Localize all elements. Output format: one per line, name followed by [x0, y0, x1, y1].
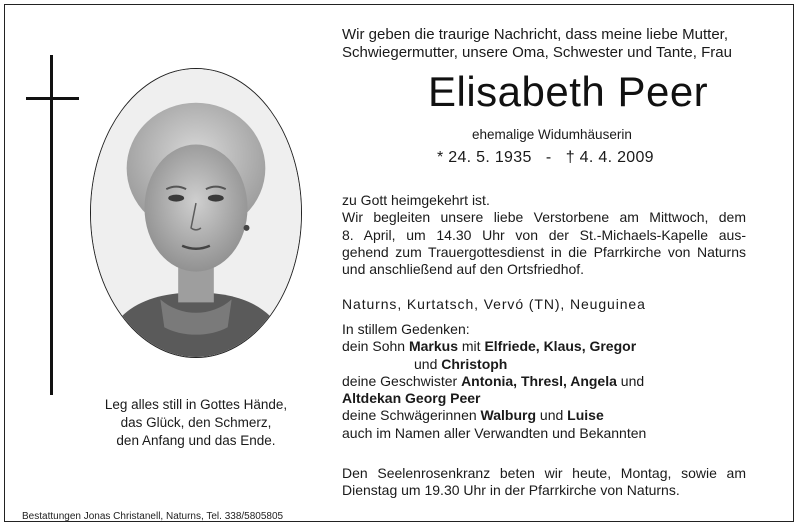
- funeral-details: [342, 192, 746, 278]
- rosary-line: Dienstag um 19.30 Uhr in der Pfarrkirche von Naturns.: [342, 482, 680, 499]
- verse: [60, 396, 332, 450]
- mourner-line-all: auch im Namen aller Verwandten und Bekannten: [342, 424, 647, 441]
- rosary-line: Den Seelenrosenkranz beten wir heute, Montag, sowie am: [342, 465, 746, 481]
- funeral-line: gehend zum Trauergottesdienst in die Pfarrkirche von Naturns: [342, 243, 746, 260]
- mourner-text: mit: [457, 338, 485, 355]
- intro-line: Schwiegermutter, unsere Oma, Schwester und Tante, Frau: [342, 44, 732, 61]
- funeral-line: 8. April, um 14.30 Uhr von der St.-Michaels-Kapelle aus-: [342, 226, 746, 243]
- mourner-name: Walburg: [480, 407, 537, 424]
- mourner-line-son: [342, 338, 646, 355]
- funeral-line: und anschließend auf den Ortsfriedhof.: [342, 261, 585, 278]
- mourner-text: deine Schwägerinnen: [342, 407, 481, 424]
- places-line: Naturns, Kurtatsch, Vervó (TN), Neuguinea: [342, 296, 646, 312]
- cross-icon-bar: [26, 97, 79, 100]
- mourner-name: Christoph: [441, 355, 508, 372]
- mourner-line-christoph: [342, 356, 646, 373]
- mourner-name: Elfriede, Klaus, Gregor: [484, 338, 637, 355]
- mourner-name: Luise: [567, 407, 604, 424]
- mourners-heading: In stillem Gedenken:: [342, 321, 470, 337]
- mourner-text: deine Geschwister: [342, 372, 462, 389]
- life-dates: * 24. 5. 1935 - † 4. 4. 2009: [437, 149, 654, 166]
- intro-line: Wir geben die traurige Nachricht, dass meine liebe Mutter,: [342, 26, 729, 43]
- mourner-name: Markus: [408, 338, 458, 355]
- verse-line: den Anfang und das Ende.: [116, 433, 276, 448]
- mourner-text: und: [536, 407, 568, 424]
- mourners-list: [342, 321, 646, 442]
- mourner-line-siblings: [342, 373, 646, 390]
- heimgekehrt-line: zu Gott heimgekehrt ist.: [342, 192, 490, 208]
- funeral-line: Wir begleiten unsere liebe Verstorbene am Mittwoch, dem: [342, 209, 746, 226]
- funeral-home-footer: Bestattungen Jonas Christanell, Naturns, Tel. 338/5805805: [22, 511, 284, 522]
- deceased-name: Elisabeth Peer: [428, 68, 709, 115]
- deceased-subtitle: ehemalige Widumhäuserin: [472, 127, 632, 142]
- mourner-text: und: [616, 372, 645, 389]
- verse-line: Leg alles still in Gottes Hände,: [104, 397, 288, 412]
- portrait-photo: [90, 68, 302, 358]
- mourner-line-inlaws: [342, 407, 646, 424]
- verse-line: das Glück, den Schmerz,: [120, 415, 272, 430]
- rosary-notice: [342, 465, 746, 500]
- mourner-name: Altdekan Georg Peer: [342, 390, 481, 407]
- mourner-line-dekan: [342, 390, 646, 407]
- mourner-name: Antonia, Thresl, Angela: [461, 372, 617, 389]
- intro-text: [342, 26, 732, 62]
- mourner-text: dein Sohn: [342, 338, 409, 355]
- cross-icon: [50, 55, 53, 395]
- mourner-text: und: [414, 355, 442, 372]
- portrait-image: [91, 69, 301, 357]
